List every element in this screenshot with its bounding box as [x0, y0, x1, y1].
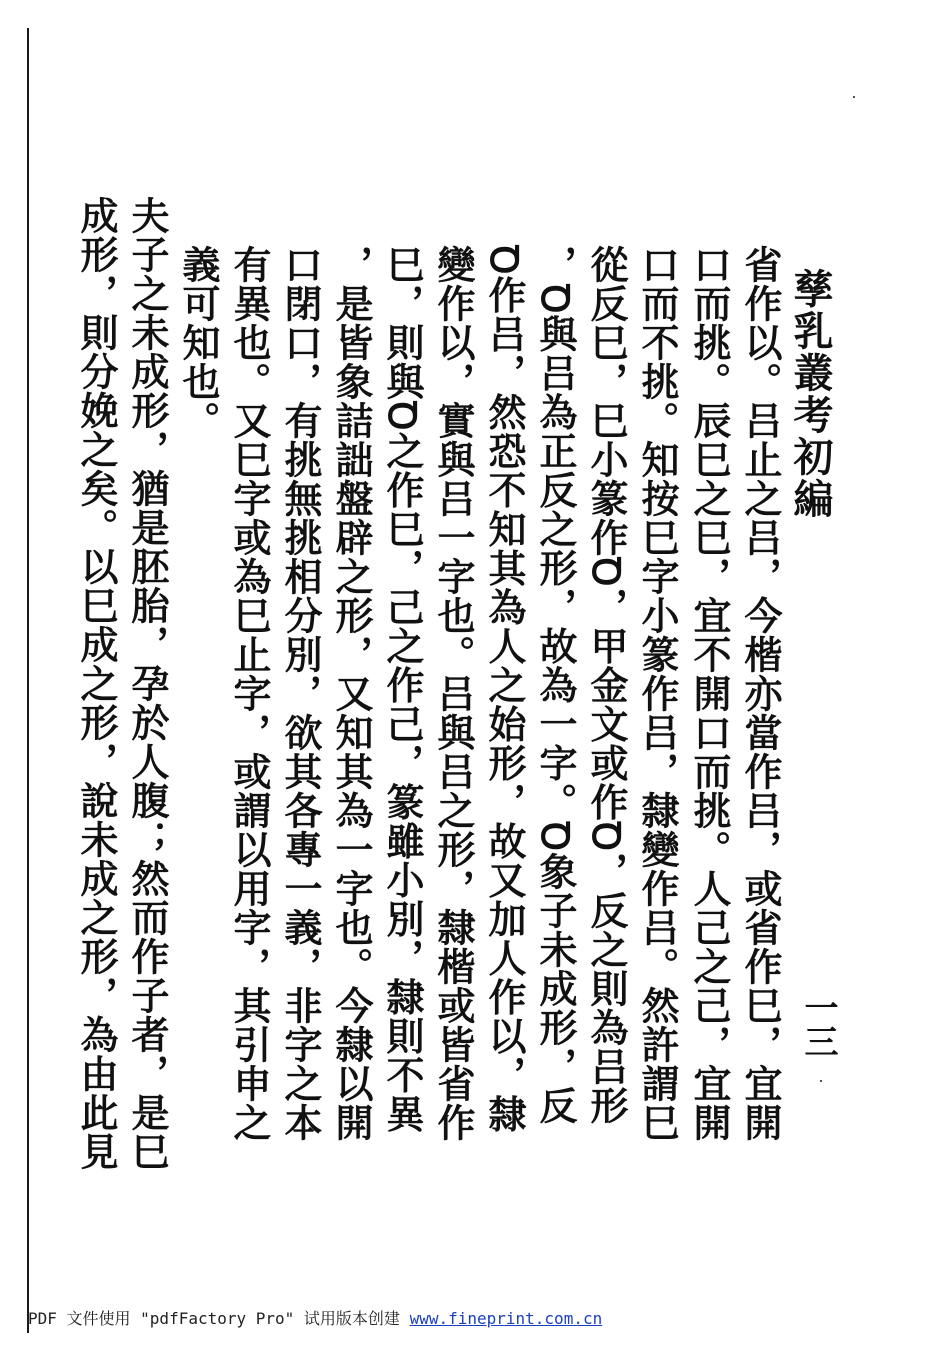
page-number: 一三	[798, 990, 838, 1058]
text-column-1: 省作以。吕止之吕，今楷亦當作吕，或省作巳，宜開	[738, 245, 783, 1142]
text-column-10: 口閉口，有挑無挑相分別，欲其各專一義，非字之本	[278, 245, 323, 1142]
footer-text: PDF 文件使用 "pdfFactory Pro" 试用版本创建	[28, 1309, 410, 1328]
text-column-3: 口而不挑。知按巳字小篆作吕，隸變作吕。然許謂巳	[635, 245, 680, 1142]
footer-link[interactable]: www.fineprint.com.cn	[409, 1309, 603, 1328]
page-title: 孳乳叢考初編	[787, 268, 834, 520]
text-column-5: ，Ꝺ與吕為正反之形，故為一字。Ꝺ象子未成形，反	[533, 245, 578, 1126]
text-column-7: 變作以，實與吕一字也。吕與吕之形，隸楷或皆省作	[431, 245, 476, 1142]
scan-speck	[820, 1080, 822, 1082]
scan-speck	[853, 96, 855, 98]
text-column-14: 成形，則分娩之矣。以巳成之形，說未成之形，為由此見	[74, 196, 119, 1171]
left-margin-line	[27, 28, 29, 1333]
pdf-footer	[28, 1306, 602, 1329]
text-column-13: 夫子之未成形，猶是胚胎，孕於人腹；然而作子者，是巳	[125, 196, 170, 1171]
text-column-12: 義可知也。	[176, 245, 221, 440]
text-column-4: 從反巳，巳小篆作Ꝺ，甲金文或作Ꝺ，反之則為吕形	[584, 245, 629, 1126]
text-column-9: ，是皆象詰詘盤辟之形，又知其為一字也。今隸以開	[329, 245, 374, 1142]
text-column-8: 巳，則與Ꝺ之作巳，己之作己，篆雖小別，隸則不異	[380, 245, 425, 1134]
text-column-2: 口而挑。辰巳之巳，宜不開口而挑。人己之己，宜開	[687, 245, 732, 1142]
text-column-11: 有異也。又巳字或為巳止字，或謂以用字，其引申之	[227, 245, 272, 1142]
text-column-6: Ꝺ作吕，然恐不知其為人之始形，故又加人作以，隸	[482, 245, 527, 1134]
